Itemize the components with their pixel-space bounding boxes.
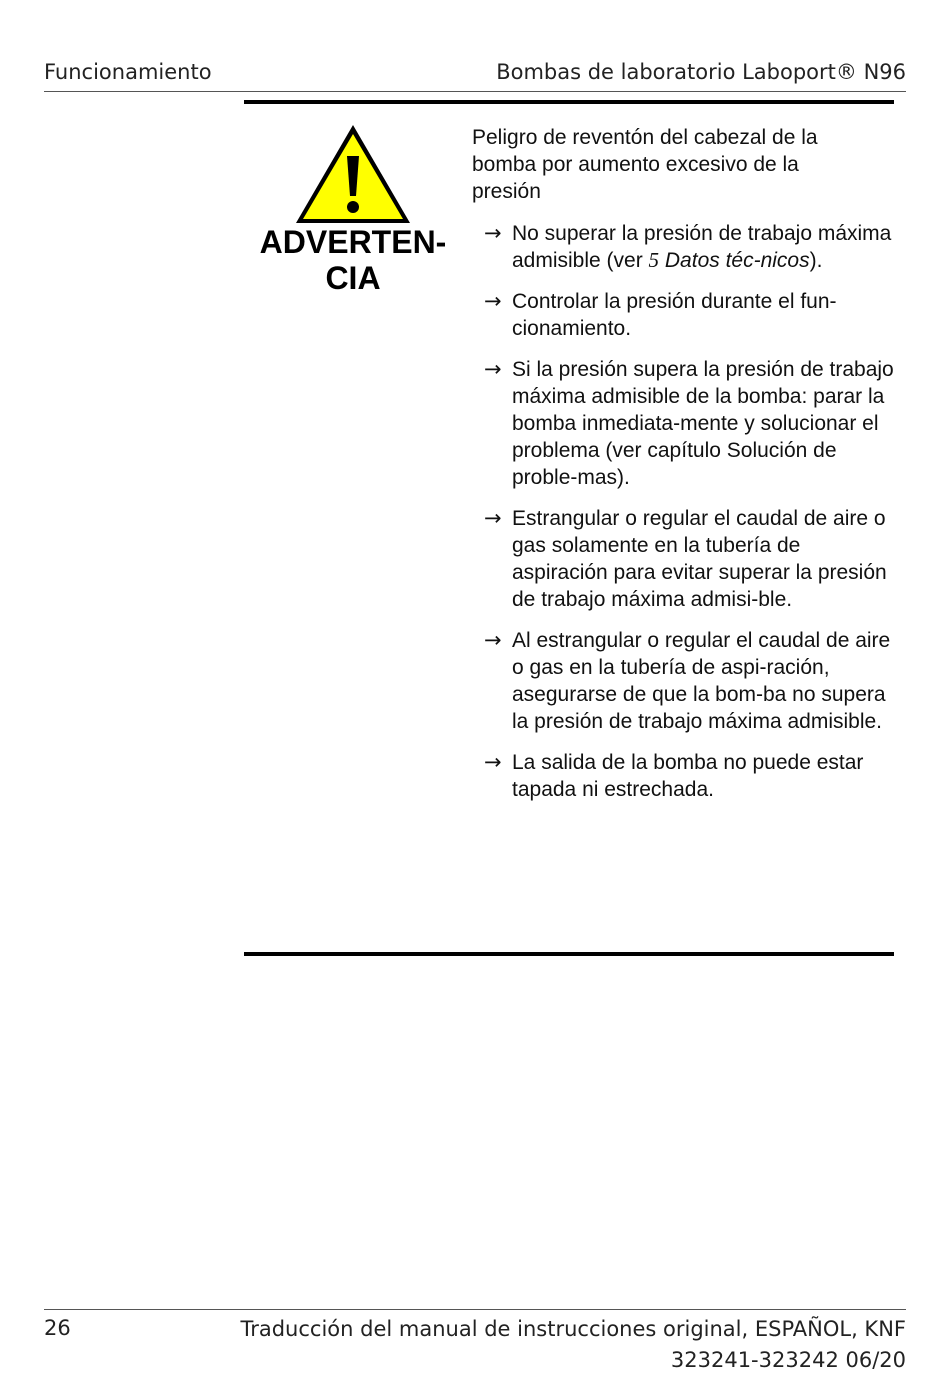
warning-triangle-icon (293, 122, 413, 226)
measure-item (484, 288, 894, 342)
footer-rule (44, 1309, 906, 1310)
hazard-statement: Peligro de reventón del cabezal de la bomba por aumento excesivo de la presión (472, 126, 818, 203)
measure-item (484, 627, 894, 735)
arrow-right-icon: → (484, 750, 502, 774)
header-product-title: Bombas de laboratorio Laboport® N96 (496, 60, 906, 84)
signal-word-line: CIA (325, 260, 381, 296)
arrow-right-icon: → (484, 506, 502, 530)
arrow-right-icon: → (484, 357, 502, 381)
page-number: 26 (44, 1316, 71, 1340)
measure-item (484, 220, 894, 274)
footer-text: Traducción del manual de instrucciones original, ESPAÑOL, KNF 323241-323242 06/20 (240, 1317, 906, 1372)
arrow-right-icon: → (484, 221, 502, 245)
header-section-title: Funcionamiento (44, 60, 212, 84)
measure-item (484, 356, 894, 491)
measure-text: La salida de la bomba no puede estar tapada ni estrechada. (512, 751, 864, 801)
measure-text: Si la presión supera la presión de trabajo máxima admisible de la bomba: parar la bomba inmediata-mente y solucionar el problema (ver capítulo Solución de proble-mas). (512, 358, 894, 489)
measures-list (484, 220, 894, 817)
warning-bottom-rule (244, 952, 894, 956)
signal-word (248, 224, 458, 296)
warning-top-rule (244, 100, 894, 104)
cross-reference-number: 5 (648, 248, 660, 272)
measure-item (484, 749, 894, 803)
measure-text: Al estrangular o regular el caudal de aire o gas en la tubería de aspi-ración, asegurarse de que la bom-ba no supera la presión de trabajo máxima admisible. (512, 629, 891, 733)
cross-reference-title: Datos téc-nicos (664, 249, 810, 272)
measure-text: Controlar la presión durante el fun-cionamiento. (512, 290, 837, 340)
header-rule (44, 91, 906, 92)
measure-text-end: ). (809, 249, 823, 272)
arrow-right-icon: → (484, 628, 502, 652)
measure-text: Estrangular o regular el caudal de aire o gas solamente en la tubería de aspiración para evitar superar la presión de trabajo máxima admisi-ble. (512, 507, 887, 611)
measure-text: No superar la presión de trabajo máxima admisible (ver (512, 222, 892, 272)
signal-word-line: ADVERTEN- (259, 224, 447, 260)
measure-item (484, 505, 894, 613)
arrow-right-icon: → (484, 289, 502, 313)
